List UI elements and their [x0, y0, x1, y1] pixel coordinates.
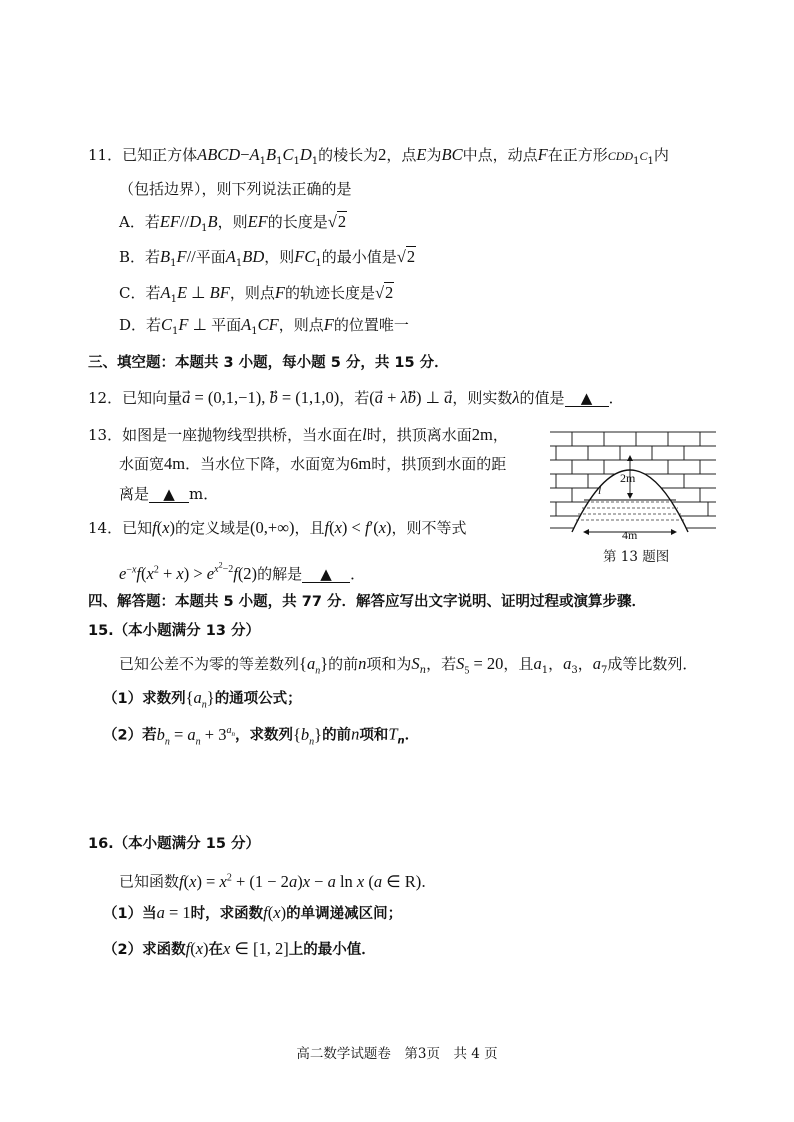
section-3-heading: 三、填空题：本题共 3 小题，每小题 5 分，共 15 分．: [88, 355, 449, 371]
q15-stem: 已知公差不为零的等差数列$\{a_n\}$的前n项和为$S_n$，若$S_5 = 20$，且$a_1$，$a_3$，$a_7$成等比数列．: [119, 654, 698, 677]
figure-water-level-label: l: [598, 483, 602, 497]
q16-part-1: （1）当a = 1时，求函数f(x)的单调递减区间；: [103, 903, 403, 922]
q13-line1: 13．如图是一座抛物线型拱桥，当水面在l时，拱顶离水面2m，: [88, 425, 508, 444]
q13-answer-blank: ▲: [149, 486, 189, 503]
figure-caption: 第 13 题图: [603, 549, 670, 565]
q13-line2: 水面宽4m．当水位下降，水面宽为6m时，拱顶到水面的距: [119, 454, 507, 473]
q15-heading: 15.（本小题满分 13 分）: [88, 623, 260, 639]
q16-heading: 16.（本小题满分 15 分）: [88, 836, 260, 852]
q11-option-d: D．若$C_1F$ ⊥ 平面$A_1CF$，则点F的位置唯一: [119, 315, 409, 337]
q11-option-b: B．若$B_1F//$平面$A_1BD$，则$FC_1$的最小值是√2: [119, 247, 416, 269]
page-footer: 高二数学试题卷 第3页 共 4 页: [296, 1046, 498, 1062]
q14-answer-blank: ▲: [302, 566, 350, 583]
q11-line1: 11．已知正方体$ABCD-A_1B_1C_1D_1$的棱长为2，点E为BC中点，动点F在正方形$CDD_1C_1$内: [88, 145, 669, 167]
q15-part-1: （1）求数列$\{a_n\}$的通项公式；: [103, 688, 302, 711]
q12: 12．已知向量a⃗ = (0,1,−1), b⃗ = (1,1,0)，若(a⃗ + λb⃗) ⊥ a，则实数λ的值是 ▲ ．: [88, 388, 624, 407]
q16-stem: 已知函数$f(x) = x^2 + (1 - 2a)x - a$ ln x (a ∈ R)．: [119, 871, 437, 891]
q11-line2: （包括边界），则下列说法正确的是: [119, 180, 352, 198]
q16-part-2: （2）求函数f(x)在x ∈ [1, 2]上的最小值．: [103, 939, 376, 958]
q11-option-c: C．若$A_1E$ ⊥ BF，则点F的轨迹长度是√2: [119, 283, 394, 305]
q15-part-2: （2）若$b_n = a_n + 3^{a_n}$，求数列$\{b_n\}$的前n项和$T_n$．: [103, 724, 420, 747]
figure-width-label: 4m: [622, 528, 638, 540]
q12-answer-blank: ▲: [565, 390, 609, 407]
q14-line2: $e^{-x}f(x^2 + x) > e^{x^2-2}f(2)$的解是 ▲ ．: [119, 561, 366, 583]
q14-line1: 14．已知f(x)的定义域是(0,+∞)，且f(x) < f′(x)，则不等式: [88, 518, 467, 537]
section-4-heading: 四、解答题：本题共 5 小题，共 77 分．解答应写出文字说明、证明过程或演算步骤．: [88, 594, 646, 610]
q13-line3: 离是 ▲ m．: [119, 485, 219, 503]
arch-bridge-figure: [548, 428, 718, 540]
q11-option-a: A．若$EF//D_1B$，则EF的长度是√2: [119, 212, 347, 234]
figure-height-label: 2m: [620, 471, 636, 485]
